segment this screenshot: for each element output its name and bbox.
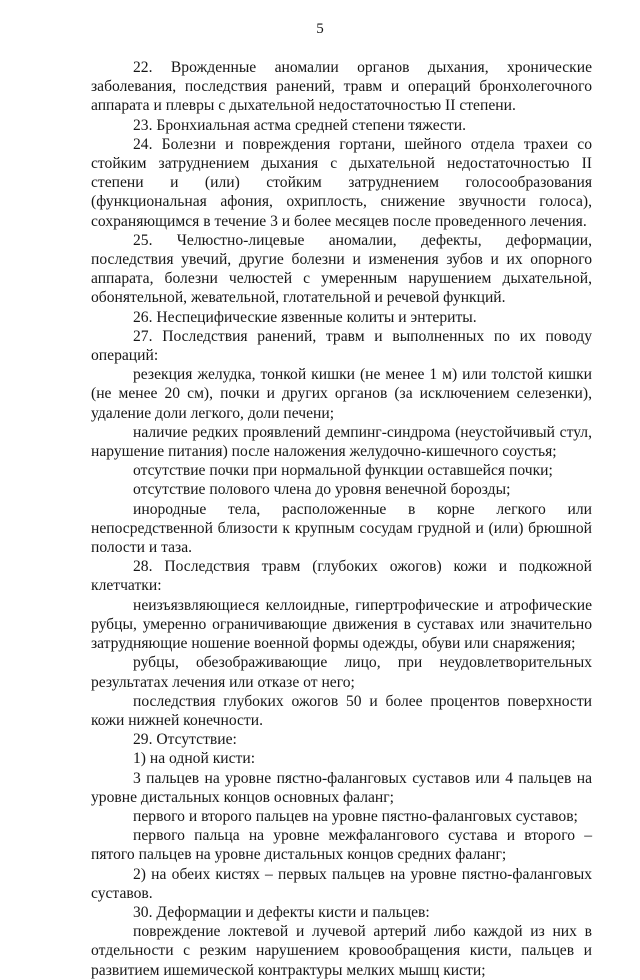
item-27-kidney-absence: отсутствие почки при нормальной функции оставшейся почки; <box>133 462 553 480</box>
item-29-both-hands: 2) на обеих кистях – первых пальцев на уровне пястно-фаланговых суставов. <box>91 865 592 902</box>
item-27-foreign-bodies: инородные тела, расположенные в корне легкого или непосредственной близости к крупным сосудам грудной и (или) брюшной полости и таза. <box>91 500 592 557</box>
item-23-paragraph: 23. Бронхиальная астма средней степени тяжести. <box>133 116 466 134</box>
item-26-paragraph: 26. Неспецифические язвенные колиты и энтериты. <box>133 308 477 326</box>
item-28-heading: 28. Последствия травм (глубоких ожогов) кожи и подкожной клетчатки: <box>91 558 592 595</box>
item-22-paragraph: 22. Врожденные аномалии органов дыхания, хронические заболевания, последствия ранений, травм и операций бронхолегочного аппарата и плевры с дыхательной недостаточностью II степени. <box>91 59 592 115</box>
item-29-one-hand: 1) на одной кисти: <box>133 750 256 768</box>
item-28-scars: неизъязвляющиеся келлоидные, гипертрофические и атрофические рубцы, умеренно ограничивающие движения в суставах или значительно затрудняющие ношение военной формы одежды, обуви или снаряжения; <box>91 596 592 653</box>
item-27-resection: резекция желудка, тонкой кишки (не менее 1 м) или толстой кишки (не менее 20 см), почки и других органов (за исключением селезенки), удаление доли легкого, доли печени; <box>91 366 592 422</box>
item-29-three-fingers: 3 пальцев на уровне пястно-фаланговых суставов или 4 пальцев на уровне дистальных концов основных фаланг; <box>91 769 592 806</box>
item-25-paragraph: 25. Челюстно-лицевые аномалии, дефекты, деформации, последствия увечий, другие болезни и изменения зубов и их опорного аппарата, болезни челюстей с умеренным нарушением дыхательной, обонятельной, жевательной, глотательной и речевой функций. <box>91 231 592 307</box>
page-number: 5 <box>316 21 324 37</box>
item-24-paragraph: 24. Болезни и повреждения гортани, шейного отдела трахеи со стойким затруднением дыхания с дыхательной недостаточностью II степени и (или) стойким затруднением голосообразования (функциональная афония, охриплость, снижение звучности голоса), сохраняющимся в течение 3 и более месяцев после проведенного лечения. <box>91 135 592 230</box>
item-30-heading: 30. Деформации и дефекты кисти и пальцев: <box>133 903 430 921</box>
item-28-face-scars: рубцы, обезображивающие лицо, при неудовлетворительных результатах лечения или отказе от него; <box>91 654 592 691</box>
item-27-penis-absence: отсутствие полового члена до уровня венечной борозды; <box>133 481 511 499</box>
item-28-burns: последствия глубоких ожогов 50 и более процентов поверхности кожи нижней конечности. <box>91 692 592 729</box>
item-29-heading: 29. Отсутствие: <box>133 731 237 749</box>
item-27-heading: 27. Последствия ранений, травм и выполненных по их поводу операций: <box>91 327 592 365</box>
document-body <box>91 58 592 980</box>
item-27-dumping-syndrome: наличие редких проявлений демпинг-синдрома (неустойчивый стул, нарушение питания) после наложения желудочно-кишечного соустья; <box>91 423 592 461</box>
item-29-first-finger: первого пальца на уровне межфалангового сустава и второго – пятого пальцев на уровне дистальных концов средних фаланг; <box>91 827 592 864</box>
item-29-first-second-fingers: первого и второго пальцев на уровне пястно-фаланговых суставов; <box>133 807 578 825</box>
item-30-arteries: повреждение локтевой и лучевой артерий либо каждой из них в отдельности с резким нарушением кровообращения кисти, пальцев и развитием ишемической контрактуры мелких мышц кисти; <box>91 923 592 979</box>
